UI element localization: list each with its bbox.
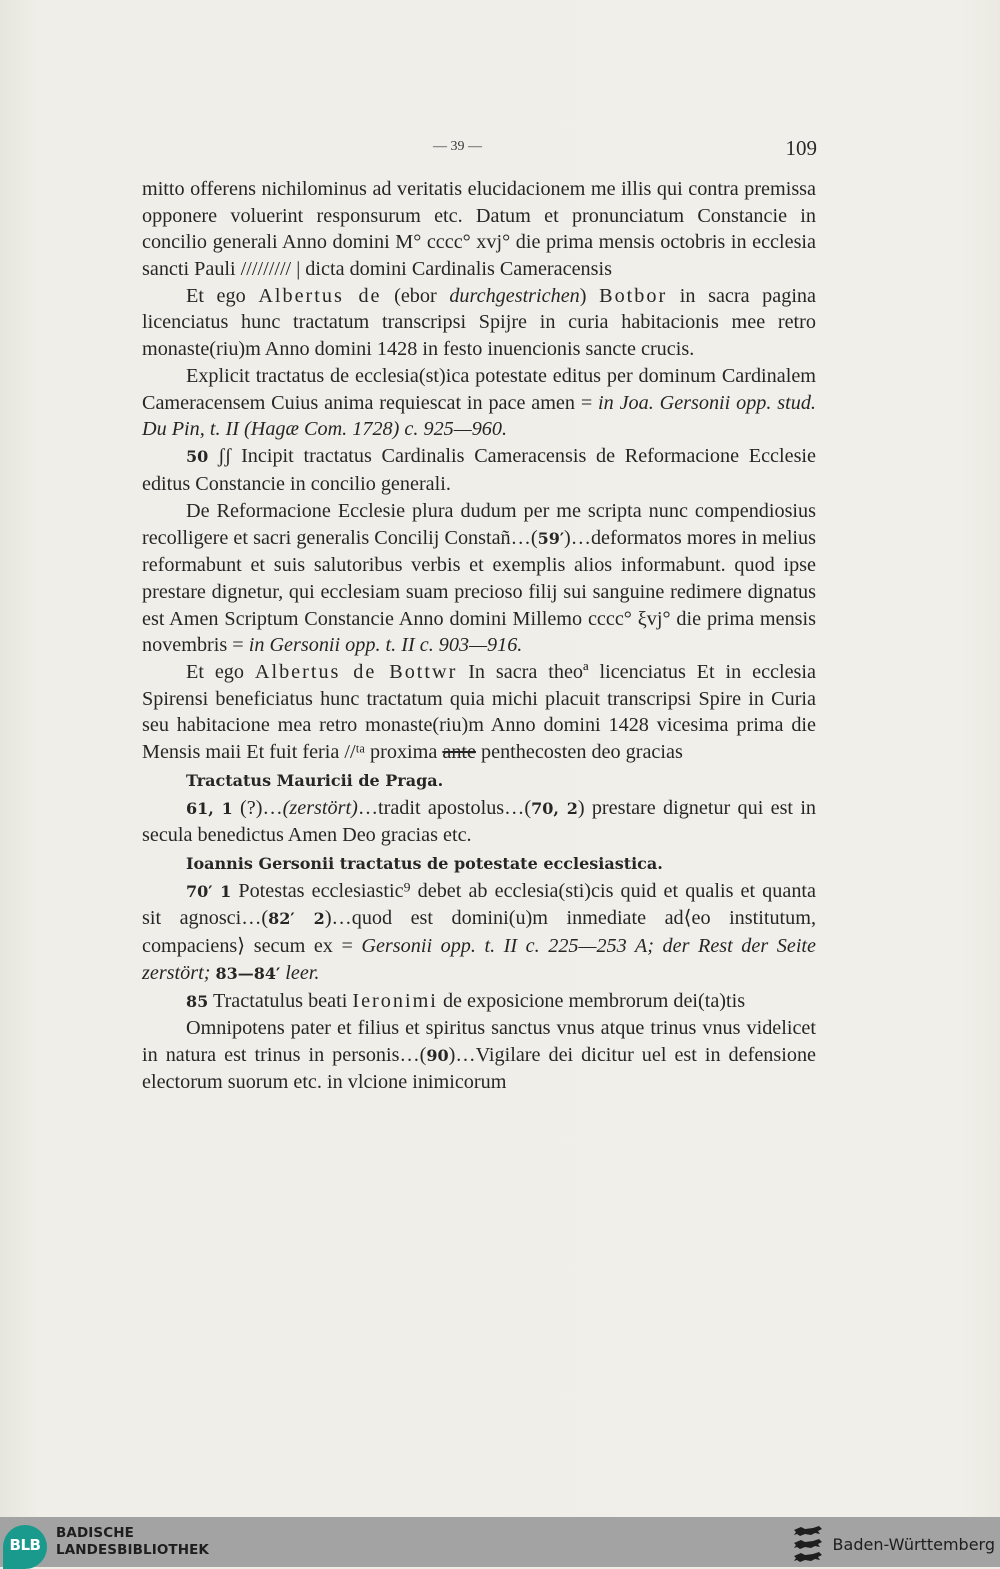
folio-ref: 83—84′ bbox=[215, 963, 281, 983]
text-run: Omnipotens pater et filius et spiritus sanctus vnus atque trinus vnus videlicet in natura est trinus in personis…( bbox=[142, 1017, 816, 1066]
paragraph-7 bbox=[142, 795, 816, 849]
footer-bar bbox=[0, 1517, 1000, 1567]
person-name: Albertus de Bottwr bbox=[254, 661, 458, 684]
page-number: 109 bbox=[785, 136, 817, 160]
reference: in Joa. Gersonii opp. stud. Du Pin, t. II (Hagæ Com. 1728) c. 925—960. bbox=[142, 391, 816, 441]
folio-number: — 39 — bbox=[433, 139, 482, 154]
state-name: Baden-Württemberg bbox=[832, 1534, 995, 1554]
paragraph-10 bbox=[142, 1015, 816, 1096]
folio-ref: 90 bbox=[426, 1045, 449, 1065]
state-logo[interactable] bbox=[791, 1529, 995, 1559]
text-run: in sacra pagina licenciatus hunc tractatum transcripsi Spijre in curia habitacionis mee retro monaste(riu)m Anno domini 1428 in festo inuencionis sancte crucis. bbox=[142, 284, 816, 361]
paragraph-2 bbox=[142, 283, 816, 363]
paragraph-1: mitto offerens nichilominus ad veritatis elucidacionem me illis qui contra premissa opponere voluerint responsurum etc. Datum et pronunciatum Constancie in concilio generali Anno domini M° cccc° xvj° die prima mensis octobris in ecclesia sancti Pauli ///////// | dicta domini Cardinalis Cameracensis bbox=[142, 178, 816, 280]
folio-ref: 85 bbox=[186, 991, 209, 1011]
text-run: ʃʃ Incipit tractatus Cardinalis Cameracensis de Reformacione Ecclesie editus Constancie in concilio generali. bbox=[142, 445, 816, 496]
text-run: De Reformacione Ecclesie plura dudum per me scripta nunc compendiosius recolligere et sacri generalis Concilij Constañ…( bbox=[142, 500, 816, 549]
three-lions-crest-icon bbox=[791, 1524, 825, 1564]
paragraph-4 bbox=[142, 443, 816, 497]
text-run: Explicit tractatus de ecclesia(st)ica potestate editus per dominum Cardinalem Cameracensem Cuius anima requiescat in pace amen = bbox=[142, 365, 816, 414]
text-run: Et ego bbox=[186, 661, 255, 684]
paragraph-5 bbox=[142, 498, 816, 659]
folio-ref: 70, 2 bbox=[531, 798, 578, 818]
person-name: Albertus de bbox=[258, 284, 382, 307]
person-name: Ieronimi bbox=[352, 989, 438, 1012]
editorial-note: durchgestrichen bbox=[449, 284, 580, 307]
text-run: )…Vigilare dei dicitur uel est in defensione electorum suorum etc. in vlcione inimicorum bbox=[142, 1043, 817, 1094]
editorial-note: leer. bbox=[280, 961, 320, 984]
text-run: (?)… bbox=[232, 796, 283, 819]
reference: in Gersonii opp. t. II c. 903—916. bbox=[248, 634, 523, 657]
paragraph-8 bbox=[142, 878, 816, 987]
text-run: …tradit apostolus…( bbox=[357, 796, 532, 819]
text-run: Tractatulus beati bbox=[208, 989, 353, 1012]
blb-logo-icon[interactable]: BLB bbox=[3, 1525, 47, 1569]
body-text bbox=[142, 176, 816, 1096]
folio-ref: 61, 1 bbox=[186, 798, 233, 818]
folio-ref: 59′ bbox=[537, 528, 565, 548]
paragraph-3 bbox=[142, 363, 816, 443]
text-run: penthecosten deo gracias bbox=[475, 740, 683, 763]
library-name-line2: LANDESBIBLIOTHEK bbox=[56, 1542, 209, 1558]
section-heading: Ioannis Gersonii tractatus de potestate ecclesiastica. bbox=[186, 853, 663, 873]
folio-ref: 70′ 1 bbox=[186, 881, 232, 901]
paragraph-9 bbox=[142, 988, 816, 1016]
text-run: Et ego bbox=[186, 284, 259, 307]
person-name: Botbor bbox=[599, 284, 668, 307]
running-header bbox=[140, 136, 817, 164]
text-run: (ebor bbox=[381, 284, 450, 307]
text-run: ) prestare dignetur qui est in secula benedictus Amen Deo gracias etc. bbox=[142, 796, 817, 847]
paragraph-6 bbox=[142, 659, 816, 765]
editorial-note: (zerstört) bbox=[282, 796, 358, 819]
folio-ref: 82′ 2 bbox=[268, 909, 325, 929]
text-run: )…deformatos mores in melius reformabunt et suis salutoribus verbis et exemplis alios informabunt. quod ipse prestare dignetur, qui ecclesiam suam precioso filij sui sanguine redimere dignatus est Amen Scriptum Constancie Anno domini Millemo cccc° ξvj° die prima mensis novembris = bbox=[142, 526, 816, 657]
text-run: Potestas ecclesiastic⁹ debet ab ecclesia(sti)cis quid et qualis et quanta sit agnosci…( bbox=[142, 879, 816, 930]
reference: Gersonii opp. t. II c. 225—253 A; der Rest der Seite zerstört; bbox=[142, 934, 816, 984]
section-heading: Tractatus Mauricii de Praga. bbox=[186, 770, 444, 790]
library-name-line1: BADISCHE bbox=[56, 1525, 134, 1541]
text-run: de exposicione membrorum dei(ta)tis bbox=[437, 989, 746, 1012]
text-run: In sacra theoª licenciatus Et in ecclesia Spirensi beneficiatus hunc tractatum quia michi placuit transcripsi Spire in Curia seu habitacione mea retro monaste(riu)m Anno domini 1428 vicesima prima die Mensis maii Et fuit feria //ᵗᵃ proxima bbox=[142, 661, 816, 763]
library-name[interactable] bbox=[56, 1525, 209, 1559]
struck-word: ante bbox=[442, 740, 476, 763]
text-run: ) bbox=[579, 284, 600, 307]
folio-ref: 50 bbox=[186, 447, 209, 467]
text-run: )…quod est domini(u)m inmediate ad⟨eo institutum, compaciens⟩ secum ex = bbox=[142, 907, 816, 957]
